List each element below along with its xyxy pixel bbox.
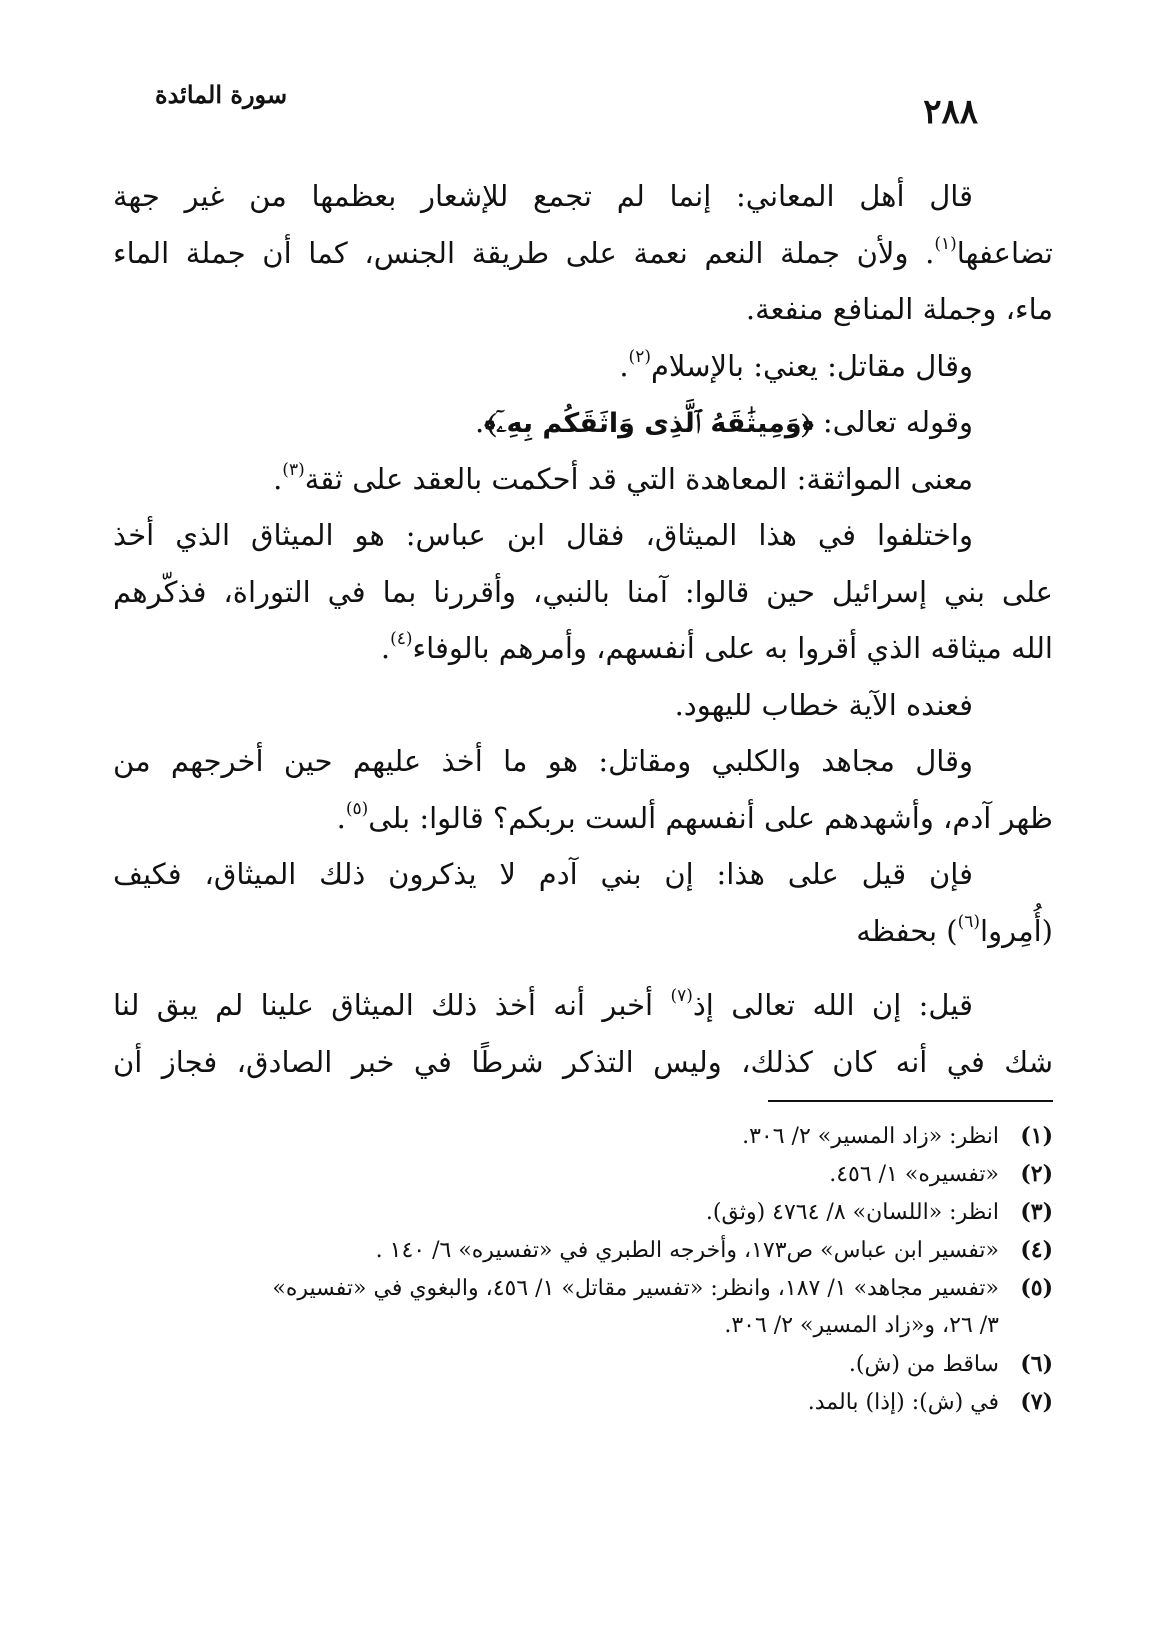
footnote-number: (١) xyxy=(1020,1123,1053,1149)
text-segment: أخبر أنه أخذ ذلك الميثاق علينا لم يبق لنا xyxy=(113,988,671,1022)
footnote-3 xyxy=(103,1193,1053,1231)
footnote-text: ساقط من (ش). xyxy=(848,1352,999,1377)
footnote-7 xyxy=(103,1383,1053,1421)
text-line-3: ماء، وجملة المنافع منفعة. xyxy=(745,292,1053,326)
text-segment: ظهر آدم، وأشهدهم على أنفسهم ألست بربكم؟ قالوا: بلى xyxy=(368,800,1053,835)
text-line-1: قال أهل المعاني: إنما لم تجمع للإشعار بعظمها من غير جهة xyxy=(113,179,973,213)
footnote-text: «تفسير مجاهد» ١/ ١٨٧، وانظر: «تفسير مقاتل» ١/ ٤٥٦، والبغوي في «تفسيره» xyxy=(272,1276,999,1301)
text-line-7: واختلفوا في هذا الميثاق، فقال ابن عباس: هو الميثاق الذي أخذ xyxy=(113,518,973,552)
text-line-9 xyxy=(113,620,1053,677)
text-line-8: على بني إسرائيل حين قالوا: آمنا بالنبي، وأقررنا بما في التوراة، فذكّرهم xyxy=(113,574,1053,609)
footnote-ref-7: (٧) xyxy=(670,986,693,1006)
text-line-6 xyxy=(113,451,1053,508)
footnote-number: (٥) xyxy=(1020,1275,1053,1301)
text-segment: وقال مقاتل: يعني: بالإسلام xyxy=(650,348,973,383)
footnote-5 xyxy=(103,1269,1053,1307)
text-segment: . xyxy=(336,800,346,835)
text-segment: . ولأن جملة النعم نعمة على طريقة الجنس، كما أن جملة الماء xyxy=(113,235,935,270)
text-segment: قيل: إن الله تعالى إذ xyxy=(692,988,973,1022)
footnote-number: (٧) xyxy=(1020,1389,1053,1415)
footnote-ref-3: (٣) xyxy=(282,459,305,480)
text-line-5 xyxy=(113,394,1053,451)
text-segment: . xyxy=(273,461,283,496)
paragraph-gap xyxy=(113,959,1053,977)
text-line-15 xyxy=(113,977,1053,1034)
text-segment: وقوله تعالى: xyxy=(813,405,973,439)
text-segment: . xyxy=(380,631,391,665)
text-line-12 xyxy=(113,790,1053,847)
text-line-16: شك في أنه كان كذلك، وليس التذكر شرطًا في خبر الصادق، فجاز أن xyxy=(113,1044,1053,1079)
footnote-number: (٣) xyxy=(1020,1199,1053,1225)
text-line-14 xyxy=(113,903,1053,960)
footnote-text: «تفسير ابن عباس» ص١٧٣، وأخرجه الطبري في «تفسيره» ٦/ ١٤٠ . xyxy=(375,1238,999,1263)
footnote-ref-2: (٢) xyxy=(628,346,651,367)
footnote-number: (٢) xyxy=(1020,1161,1053,1187)
footnote-2 xyxy=(103,1155,1053,1193)
text-line-13: فإن قيل على هذا: إن بني آدم لا يذكرون ذلك الميثاق، فكيف xyxy=(113,857,973,891)
text-line-2 xyxy=(113,225,1053,282)
footnote-text: في (ش): (إذا) بالمد. xyxy=(807,1390,999,1415)
footnote-ref-6: (٦) xyxy=(957,911,981,932)
text-line-10: فعنده الآية خطاب لليهود. xyxy=(674,687,973,722)
text-segment: تضاعفها xyxy=(956,235,1053,270)
footnote-separator xyxy=(768,1100,1053,1102)
footnote-number: (٦) xyxy=(1020,1351,1053,1377)
footnote-ref-1: (١) xyxy=(934,233,957,254)
page-number: ٢٨٨ xyxy=(923,92,978,132)
footnote-5-continuation: ٣/ ٢٦، و«زاد المسير» ٢/ ٣٠٦. xyxy=(724,1313,999,1338)
text-segment: معنى المواثقة: المعاهدة التي قد أحكمت بالعقد على ثقة xyxy=(304,461,973,496)
text-segment: (أُمِروا xyxy=(980,913,1053,948)
footnote-ref-5: (٥) xyxy=(345,798,369,819)
text-segment: ) بحفظه xyxy=(856,913,958,948)
footnote-number: (٤) xyxy=(1020,1237,1053,1263)
footnote-1 xyxy=(103,1117,1053,1155)
text-segment: . xyxy=(475,405,485,439)
footnotes xyxy=(103,1117,1053,1421)
footnote-text: انظر: «زاد المسير» ٢/ ٣٠٦. xyxy=(742,1124,999,1149)
footnote-text: انظر: «اللسان» ٨/ ٤٧٦٤ (وثق). xyxy=(705,1200,999,1225)
main-text xyxy=(113,168,1053,1090)
footnote-ref-4: (٤) xyxy=(390,629,413,649)
footnote-text: «تفسيره» ١/ ٤٥٦. xyxy=(829,1162,999,1187)
text-line-11: وقال مجاهد والكلبي ومقاتل: هو ما أخذ عليهم حين أخرجهم من xyxy=(113,744,973,778)
text-segment: . xyxy=(619,348,629,383)
text-segment: الله ميثاقه الذي أقروا به على أنفسهم، وأمرهم بالوفاء xyxy=(412,631,1053,665)
running-header-surah-title: سورة المائدة xyxy=(155,80,288,109)
footnote-6 xyxy=(103,1345,1053,1383)
footnote-4 xyxy=(103,1231,1053,1269)
text-line-4 xyxy=(113,338,1053,395)
quran-verse: ﴿وَمِيثَٰقَهُ ٱلَّذِى وَاثَقَكُم بِهِۦٓ﴾ xyxy=(484,408,814,439)
